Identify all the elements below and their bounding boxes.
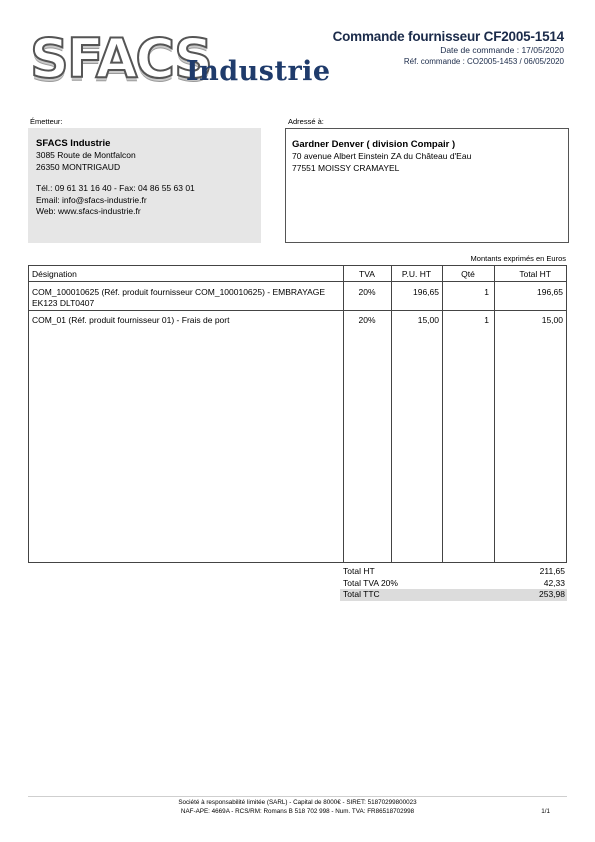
total-tva-value: 42,33: [543, 577, 565, 588]
table-row-tva: 20%: [358, 287, 376, 297]
order-reference: Réf. commande : CO2005-1453 / 06/05/2020: [403, 57, 564, 66]
recipient-name: Gardner Denver ( division Compair ): [292, 139, 456, 150]
issuer-name: SFACS Industrie: [36, 138, 111, 149]
issuer-email: Email: info@sfacs-industrie.fr: [36, 194, 147, 205]
total-ht-label: Total HT: [343, 566, 375, 576]
company-logo: [30, 27, 331, 90]
currency-note: Montants exprimés en Euros: [470, 254, 566, 263]
total-tva-label: Total TVA 20%: [343, 577, 398, 588]
header-designation: Désignation: [32, 269, 77, 279]
order-date: Date de commande : 17/05/2020: [440, 45, 564, 55]
footer-divider: [28, 796, 567, 797]
issuer-label: Émetteur:: [30, 117, 63, 126]
table-row-designation: COM_100010625 (Réf. produit fournisseur COM_100010625) - EMBRAYAGE EK123 DLT0407: [32, 287, 326, 308]
row-divider: [29, 310, 566, 311]
recipient-box: [285, 128, 569, 243]
footer-legal-line2: NAF-APE: 4669A - RCS/RM: Romans B 518 702 998 - Num. TVA: FR86518702998: [180, 808, 415, 815]
table-row-tva: 20%: [358, 315, 376, 325]
total-ttc-row: [340, 589, 567, 601]
table-row-unit-price: 196,65: [413, 287, 439, 297]
issuer-phone: Tél.: 09 61 31 16 40 - Fax: 04 86 55 63 01: [36, 183, 195, 193]
total-tva-row: [340, 578, 567, 590]
logo-sub-text: Industrie: [186, 56, 331, 87]
header-divider: [29, 281, 566, 282]
total-ttc-label: Total TTC: [343, 589, 380, 599]
footer-legal-line1: Société à responsabilité limitée (SARL) - Capital de 8000€ - SIRET: 51870299800023: [178, 799, 417, 806]
total-ht-row: [340, 566, 567, 578]
table-row-unit-price: 15,00: [417, 315, 439, 325]
table-row-quantity: 1: [484, 287, 489, 297]
recipient-address-line2: 77551 MOISSY CRAMAYEL: [292, 162, 400, 173]
document-title: Commande fournisseur CF2005-1514: [332, 29, 564, 44]
issuer-address-line1: 3085 Route de Montfalcon: [36, 150, 136, 160]
issuer-web: Web: www.sfacs-industrie.fr: [36, 206, 141, 216]
recipient-address-line1: 70 avenue Albert Einstein ZA du Château d'Eau: [292, 151, 472, 161]
logo-main-text: SFACS: [30, 27, 211, 90]
header-quantity: Qté: [461, 269, 475, 279]
table-row-total: 196,65: [537, 287, 563, 297]
page-number: 1/1: [541, 808, 550, 815]
total-ht-value: 211,65: [539, 566, 565, 576]
header-tva: TVA: [359, 269, 375, 279]
table-row-designation: COM_01 (Réf. produit fournisseur 01) - Frais de port: [32, 315, 230, 325]
header-total: Total HT: [519, 269, 551, 279]
issuer-address-line2: 26350 MONTRIGAUD: [36, 161, 121, 172]
recipient-label: Adressé à:: [288, 117, 324, 126]
items-table: [28, 265, 567, 563]
header-unit-price: P.U. HT: [401, 269, 432, 279]
issuer-box: [28, 128, 261, 243]
total-ttc-value: 253,98: [539, 589, 565, 599]
totals-block: [340, 566, 567, 601]
table-row-total: 15,00: [541, 315, 563, 325]
table-row-quantity: 1: [484, 315, 489, 325]
